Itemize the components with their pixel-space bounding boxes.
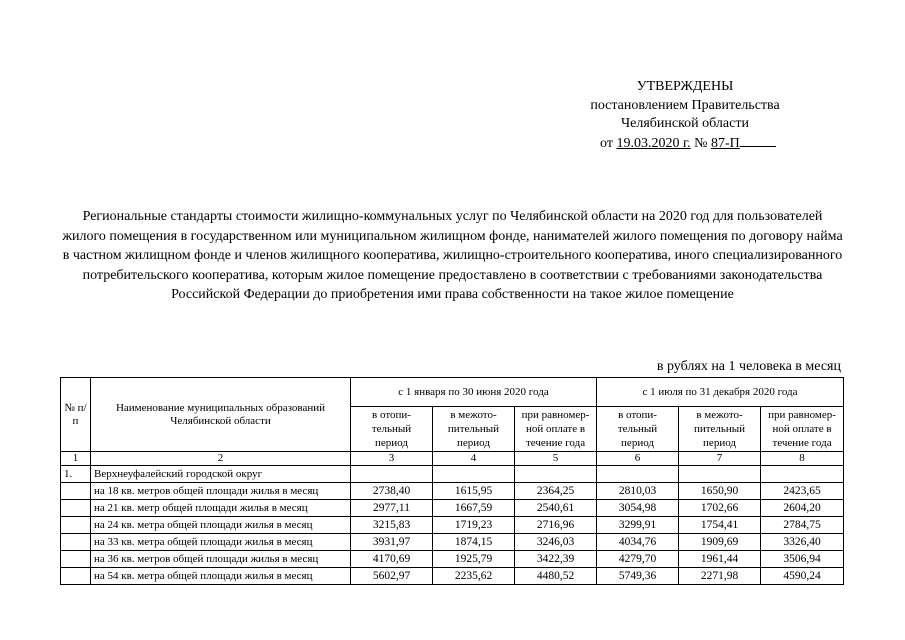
cell-value: 5602,97 xyxy=(351,568,433,585)
empty-cell xyxy=(597,466,679,483)
empty-cell xyxy=(761,466,844,483)
column-number-row xyxy=(61,452,844,466)
col-header-period-1: с 1 января по 30 июня 2020 года xyxy=(351,378,597,407)
col-header-period-2: с 1 июля по 31 декабря 2020 года xyxy=(597,378,844,407)
cell-value: 1615,95 xyxy=(433,483,515,500)
cell-value: 2604,20 xyxy=(761,500,844,517)
section-name: Верхнеуфалейский городской округ xyxy=(91,466,351,483)
approval-number-prefix: № xyxy=(694,135,708,151)
row-label: на 21 кв. метр общей площади жилья в месяц xyxy=(91,500,351,517)
empty-cell xyxy=(61,500,91,517)
column-number: 1 xyxy=(61,452,91,466)
cell-value: 1754,41 xyxy=(679,517,761,534)
cell-value: 1874,15 xyxy=(433,534,515,551)
column-number: 5 xyxy=(515,452,597,466)
cell-value: 1909,69 xyxy=(679,534,761,551)
table-header-row-1 xyxy=(61,378,844,407)
table-row xyxy=(61,568,844,585)
cell-value: 3215,83 xyxy=(351,517,433,534)
cell-value: 4034,76 xyxy=(597,534,679,551)
row-label: на 24 кв. метра общей площади жилья в месяц xyxy=(91,517,351,534)
cell-value: 3246,03 xyxy=(515,534,597,551)
cell-value: 2738,40 xyxy=(351,483,433,500)
cell-value: 2271,98 xyxy=(679,568,761,585)
table-row xyxy=(61,517,844,534)
units-note: в рублях на 1 человека в месяц xyxy=(656,359,841,374)
empty-cell xyxy=(679,466,761,483)
table-row xyxy=(61,483,844,500)
column-number: 7 xyxy=(679,452,761,466)
column-number: 6 xyxy=(597,452,679,466)
table-row xyxy=(61,534,844,551)
column-number: 4 xyxy=(433,452,515,466)
col-header-no: № п/п xyxy=(61,378,91,452)
sub-header: в отопи-тельный период xyxy=(351,407,433,452)
approval-number: 87-П xyxy=(710,135,740,151)
sub-header: при равномер-ной оплате в течение года xyxy=(761,407,844,452)
approval-heading: УТВЕРЖДЕНЫ xyxy=(636,79,734,94)
empty-cell xyxy=(61,517,91,534)
approval-date-prefix: от xyxy=(600,135,613,151)
empty-cell xyxy=(515,466,597,483)
col-header-name: Наименование муниципальных образований Челябинской области xyxy=(91,378,351,452)
sub-header: в отопи-тельный период xyxy=(597,407,679,452)
cell-value: 3931,97 xyxy=(351,534,433,551)
cell-value: 4480,52 xyxy=(515,568,597,585)
cell-value: 2235,62 xyxy=(433,568,515,585)
sub-header: в межото-пительный период xyxy=(433,407,515,452)
cell-value: 2810,03 xyxy=(597,483,679,500)
cell-value: 2540,61 xyxy=(515,500,597,517)
empty-cell xyxy=(61,483,91,500)
cell-value: 4590,24 xyxy=(761,568,844,585)
sub-header: при равномер-ной оплате в течение года xyxy=(515,407,597,452)
empty-cell xyxy=(433,466,515,483)
row-label: на 33 кв. метра общей площади жилья в месяц xyxy=(91,534,351,551)
document-title: Региональные стандарты стоимости жилищно-коммунальных услуг по Челябинской области на 2020 год для пользователей жилого помещения в государственном или муниципальном жилищном фонде, нанимателей жилого помещения по договору найма в частном жилищном фонде и членов жилищного кооператива, жилищно-строительного кооператива, иного специализированного потребительского кооператива, которым жилое помещение предоставлено в соответствии с требованиями законодательства Российской Федерации до приобретения ими права собственности на такое жилое помещение xyxy=(62,209,843,302)
cell-value: 4170,69 xyxy=(351,551,433,568)
cell-value: 1719,23 xyxy=(433,517,515,534)
approval-block xyxy=(560,78,810,153)
standards-table xyxy=(60,377,844,585)
cell-value: 1667,59 xyxy=(433,500,515,517)
cell-value: 1650,90 xyxy=(679,483,761,500)
column-number: 8 xyxy=(761,452,844,466)
empty-cell xyxy=(351,466,433,483)
cell-value: 1925,79 xyxy=(433,551,515,568)
row-label: на 36 кв. метров общей площади жилья в месяц xyxy=(91,551,351,568)
cell-value: 3506,94 xyxy=(761,551,844,568)
approval-decree: постановлением Правительства xyxy=(590,97,780,113)
section-number: 1. xyxy=(61,466,91,483)
row-label: на 18 кв. метров общей площади жилья в месяц xyxy=(91,483,351,500)
cell-value: 4279,70 xyxy=(597,551,679,568)
approval-region: Челябинской области xyxy=(621,116,749,131)
row-label: на 54 кв. метра общей площади жилья в месяц xyxy=(91,568,351,585)
cell-value: 5749,36 xyxy=(597,568,679,585)
cell-value: 2977,11 xyxy=(351,500,433,517)
column-number: 3 xyxy=(351,452,433,466)
cell-value: 3299,91 xyxy=(597,517,679,534)
empty-cell xyxy=(61,568,91,585)
table-row xyxy=(61,500,844,517)
cell-value: 2784,75 xyxy=(761,517,844,534)
table-row xyxy=(61,551,844,568)
sub-header: в межото-пительный период xyxy=(679,407,761,452)
approval-date-line xyxy=(560,134,810,154)
approval-date: 19.03.2020 г. xyxy=(616,135,691,151)
cell-value: 1961,44 xyxy=(679,551,761,568)
cell-value: 2364,25 xyxy=(515,483,597,500)
approval-underline xyxy=(740,134,776,147)
empty-cell xyxy=(61,551,91,568)
empty-cell xyxy=(61,534,91,551)
cell-value: 2716,96 xyxy=(515,517,597,534)
column-number: 2 xyxy=(91,452,351,466)
cell-value: 2423,65 xyxy=(761,483,844,500)
cell-value: 1702,66 xyxy=(679,500,761,517)
cell-value: 3054,98 xyxy=(597,500,679,517)
cell-value: 3326,40 xyxy=(761,534,844,551)
cell-value: 3422,39 xyxy=(515,551,597,568)
section-row xyxy=(61,466,844,483)
